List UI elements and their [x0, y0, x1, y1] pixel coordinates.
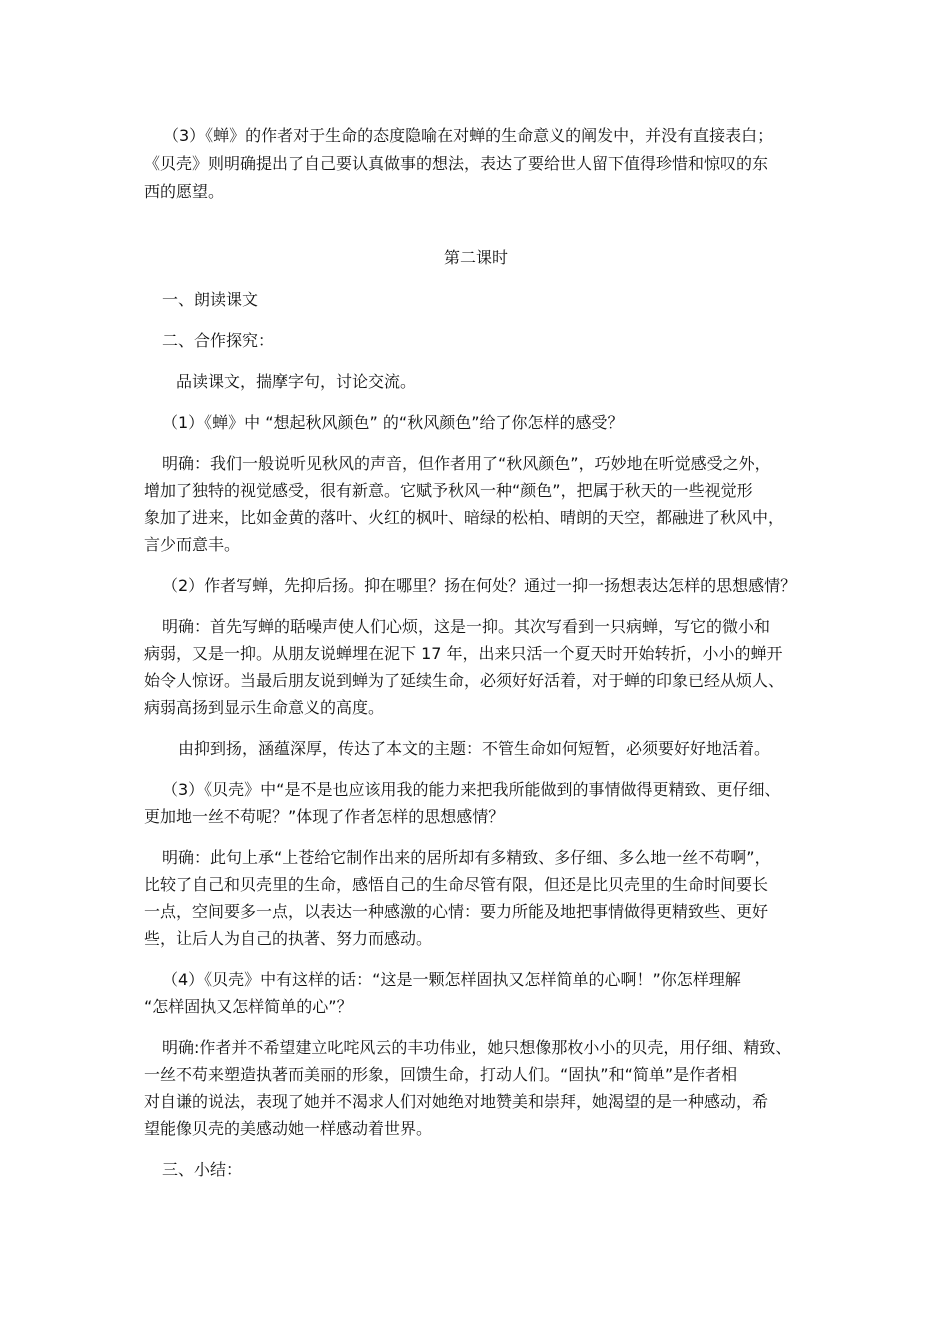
intro-line-2: 《贝壳》则明确提出了自己要认真做事的想法，表达了要给世人留下值得珍惜和惊叹的东 — [144, 154, 769, 173]
step-heading-1: 一、朗读课文 — [162, 290, 259, 309]
section-title: 第二课时 — [444, 248, 509, 267]
answer-4-line-2: 一丝不苟来塑造执著而美丽的形象，回馈生命，打动人们。“固执”和“简单”是作者相 — [144, 1065, 738, 1084]
intro-line-1: （3）《蝉》的作者对于生命的态度隐喻在对蝉的生命意义的阐发中，并没有直接表白； — [163, 126, 774, 145]
question-1: （1）《蝉》中 “想起秋风颜色” 的“秋风颜色”给了你怎样的感受？ — [162, 413, 624, 432]
answer-4-line-1: 明确:作者并不希望建立叱咤风云的丰功伟业，她只想像那枚小小的贝壳，用仔细、精致、 — [162, 1038, 792, 1057]
question-3-line-2: 更加地一丝不苟呢？”体现了作者怎样的思想感情？ — [144, 807, 505, 826]
question-2: （2）作者写蝉，先抑后扬。抑在哪里？扬在何处？通过一抑一扬想表达怎样的思想感情？ — [162, 576, 797, 595]
answer-3-line-3: 一点，空间要多一点，以表达一种感激的心情：要力所能及地把事情做得更精致些、更好 — [144, 902, 769, 921]
answer-4-line-3: 对自谦的说法，表现了她并不渴求人们对她绝对地赞美和崇拜，她渴望的是一种感动，希 — [144, 1092, 769, 1111]
answer-1-line-1: 明确：我们一般说听见秋风的声音，但作者用了“秋风颜色”，巧妙地在听觉感受之外， — [162, 454, 771, 473]
task-text: 品读课文，揣摩字句，讨论交流。 — [176, 372, 417, 391]
question-4-line-1: （4）《贝壳》中有这样的话：“这是一颗怎样固执又怎样简单的心啊！”你怎样理解 — [162, 970, 741, 989]
answer-3-line-2: 比较了自己和贝壳里的生命，感悟自己的生命尽管有限，但还是比贝壳里的生命时间要长 — [144, 875, 769, 894]
answer-3-line-4: 些，让后人为自己的执著、努力而感动。 — [144, 929, 433, 948]
answer-1-line-4: 言少而意丰。 — [144, 535, 241, 554]
step-heading-2: 二、合作探究： — [162, 331, 275, 350]
answer-3-line-1: 明确：此句上承“上苍给它制作出来的居所却有多精致、多仔细、多么地一丝不苟啊”， — [162, 848, 771, 867]
answer-1-line-3: 象加了进来，比如金黄的落叶、火红的枫叶、暗绿的松柏、晴朗的天空，都融进了秋风中， — [144, 508, 785, 527]
answer-2-line-3: 始令人惊讶。当最后朋友说到蝉为了延续生命，必须好好活着，对于蝉的印象已经从烦人、 — [144, 671, 785, 690]
question-3-line-1: （3）《贝壳》中“是不是也应该用我的能力来把我所能做到的事情做得更精致、更仔细、 — [162, 780, 781, 799]
answer-1-line-2: 增加了独特的视觉感受，很有新意。它赋予秋风一种“颜色”，把属于秋天的一些视觉形 — [144, 481, 753, 500]
intro-line-3: 西的愿望。 — [144, 182, 225, 201]
answer-2-line-1: 明确：首先写蝉的聒噪声使人们心烦，这是一抑。其次写看到一只病蝉，写它的微小和 — [162, 617, 771, 636]
answer-2-line-2: 病弱，又是一抑。从朋友说蝉埋在泥下 17 年，出来只活一个夏天时开始转折，小小的蝉开 — [144, 644, 783, 663]
answer-4-line-4: 望能像贝壳的美感动她一样感动着世界。 — [144, 1119, 433, 1138]
question-4-line-2: “怎样固执又怎样简单的心”？ — [144, 997, 353, 1016]
step-heading-3: 三、小结： — [162, 1160, 243, 1179]
answer-2-line-4: 病弱高扬到显示生命意义的高度。 — [144, 698, 385, 717]
answer-2-summary: 由抑到扬，涵蕴深厚，传达了本文的主题：不管生命如何短暂，必须要好好地活着。 — [178, 739, 771, 758]
